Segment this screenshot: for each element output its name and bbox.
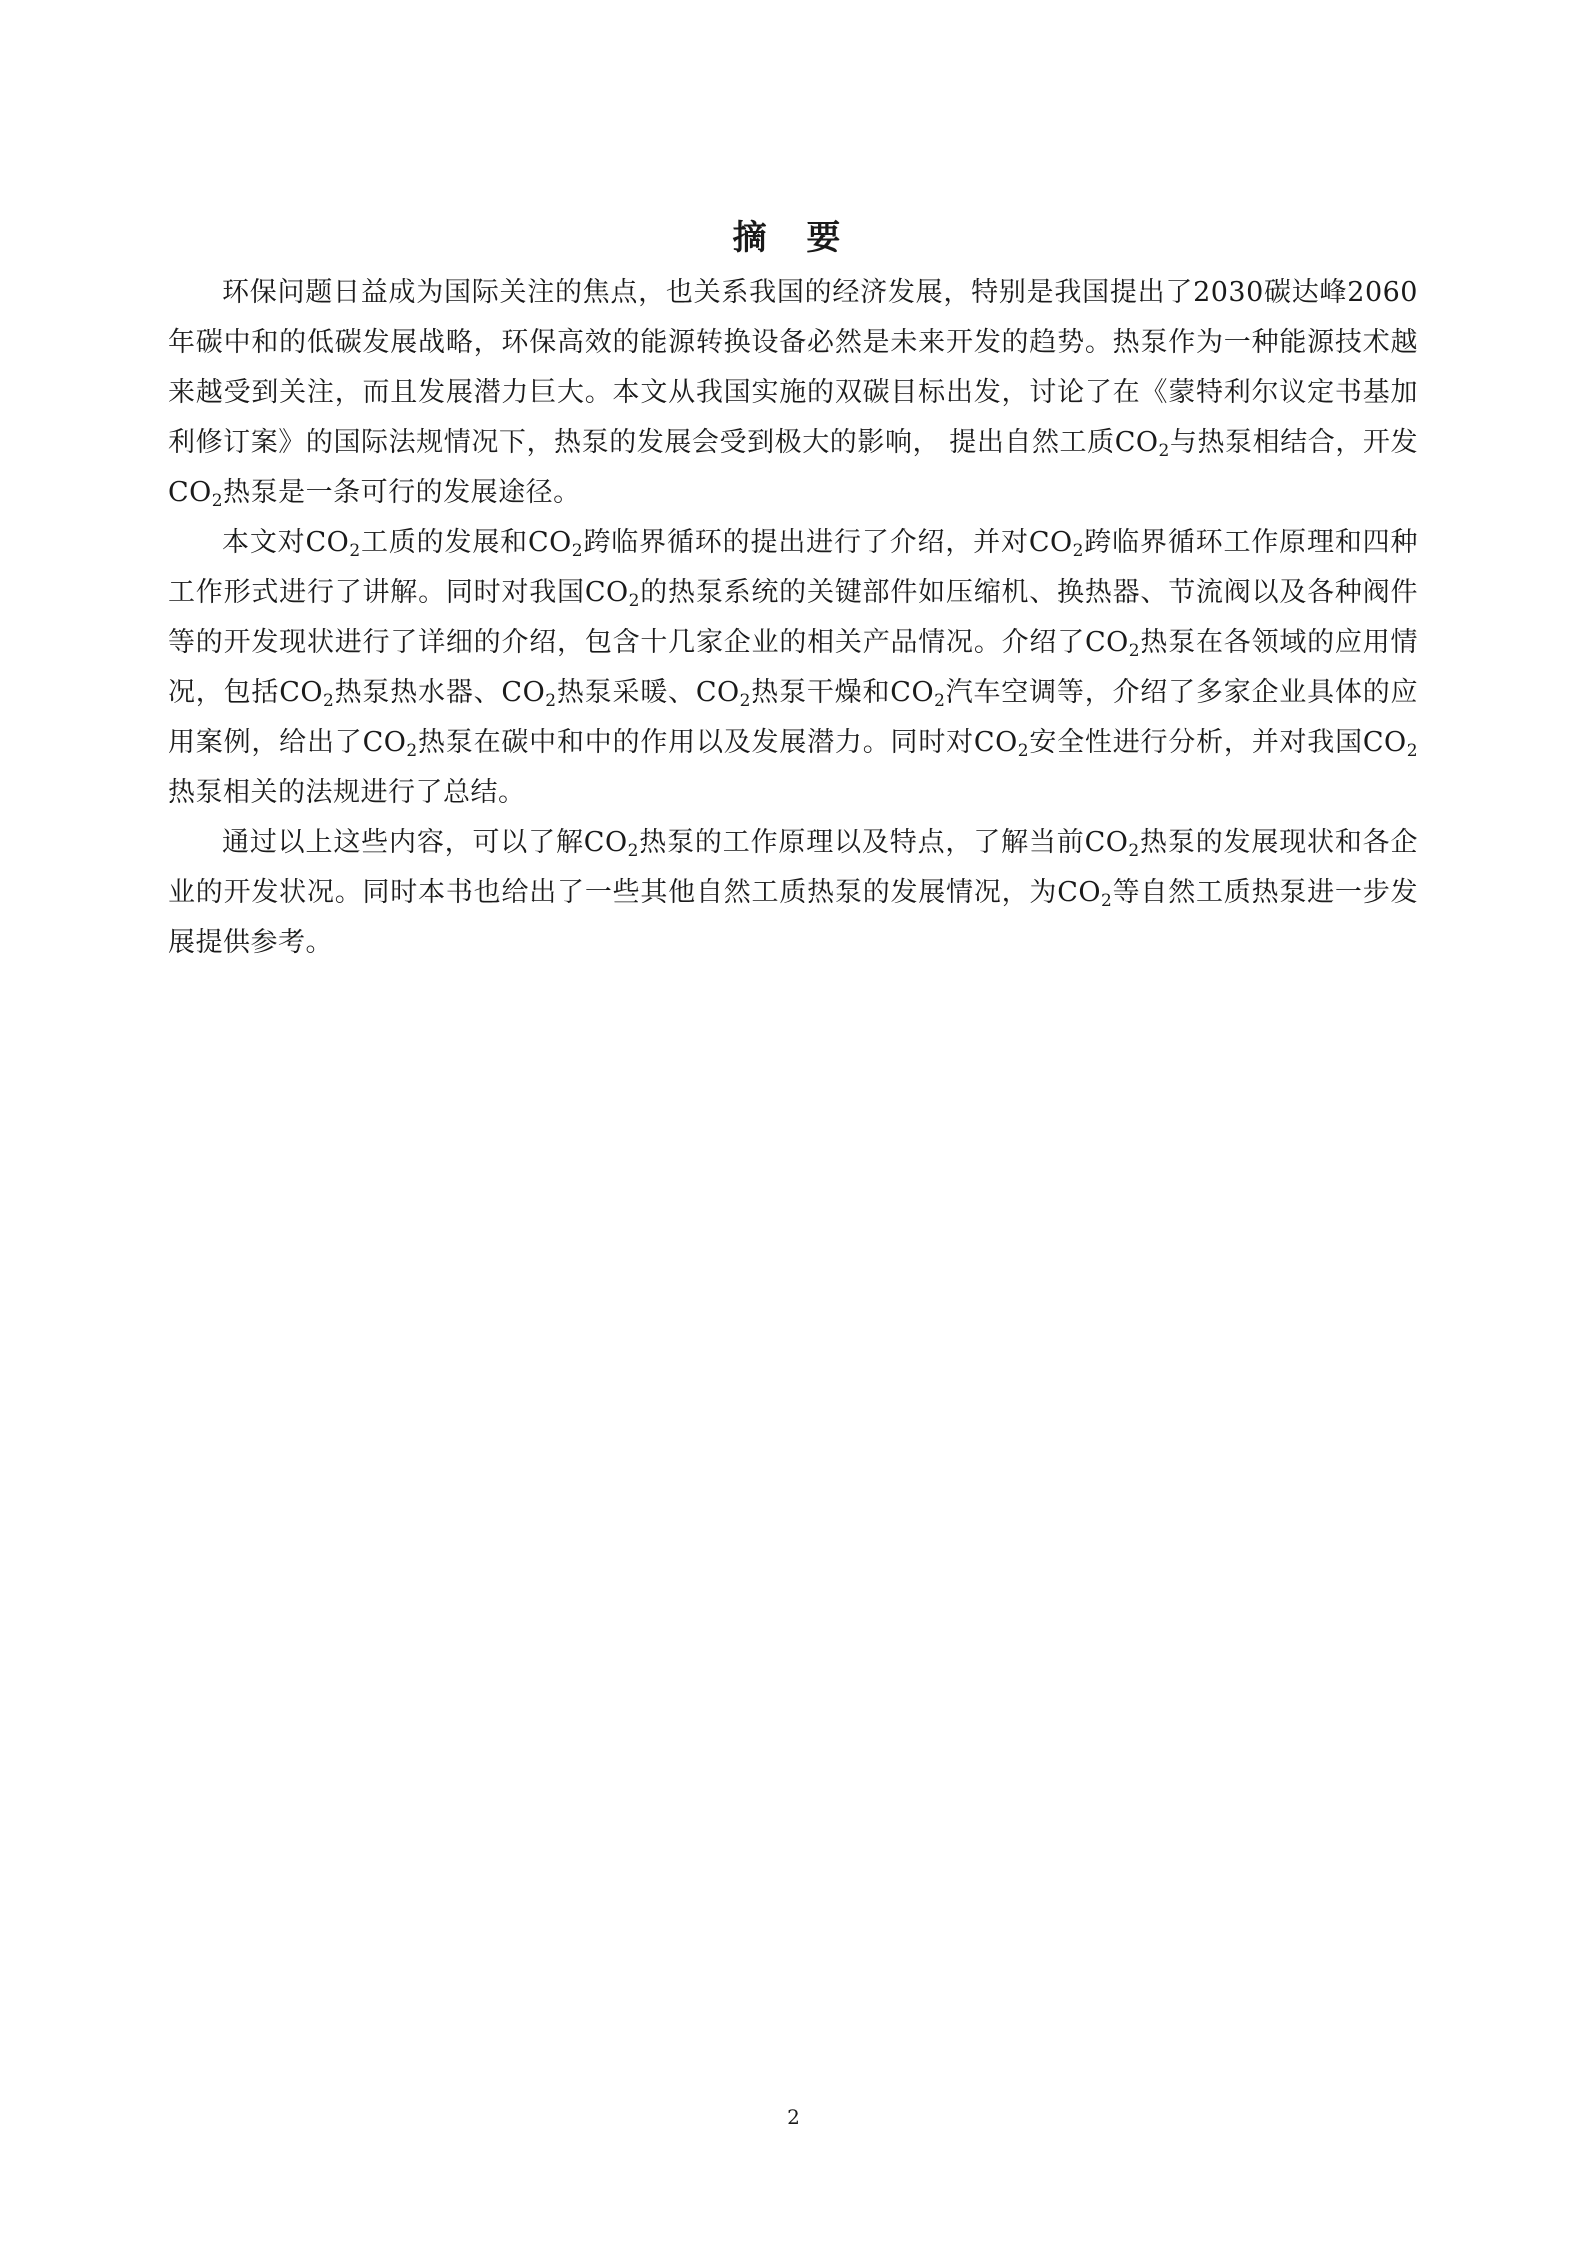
text-run: 的热泵系统的关键部件如压缩机、换热器、节流阀以及各种阀件等的开发现状进行了详细的介绍，包含十几家企业的相关产品情况。介绍了CO xyxy=(168,577,1419,658)
text-run: 与热泵相结合，开发CO xyxy=(168,427,1419,508)
subscript-run: 2 xyxy=(1406,741,1419,761)
subscript-run: 2 xyxy=(211,491,224,511)
text-run: 热泵相关的法规进行了总结。 xyxy=(168,777,526,808)
text-run: 热泵干燥和CO xyxy=(750,677,935,708)
subscript-run: 2 xyxy=(545,691,557,711)
subscript-run: 2 xyxy=(1128,641,1141,661)
abstract-body xyxy=(168,268,1418,968)
abstract-paragraph-1 xyxy=(168,268,1418,518)
abstract-paragraph-3 xyxy=(168,818,1418,968)
text-run: 跨临界循环工作原理和四种工作形式进行了讲解。同时对我国CO xyxy=(168,527,1419,608)
text-run: 环保问题日益成为国际关注的焦点，也关系我国的经济发展，特别是我国提出了2030碳达峰2060年碳中和的低碳发展战略，环保高效的能源转换设备必然是未来开发的趋势。热泵作为一种能源技术越来越受到关注，而且发展潜力巨大。本文从我国实施的双碳目标出发，讨论了在《蒙特利尔议定书基加利修订案》的国际法规情况下，热泵的发展会受到极大的影响， 提出自然工质CO xyxy=(168,277,1418,458)
subscript-run: 2 xyxy=(323,691,335,711)
text-run: 热泵是一条可行的发展途径。 xyxy=(223,477,581,508)
text-run: 等自然工质热泵进一步发展提供参考。 xyxy=(168,877,1419,958)
text-run: 热泵在各领域的应用情况，包括CO xyxy=(168,627,1419,708)
abstract-title: 摘 要 xyxy=(732,218,855,258)
text-run: 跨临界循环的提出进行了介绍，并对CO xyxy=(583,527,1073,558)
text-run: 热泵热水器、CO xyxy=(334,677,546,708)
text-run: 汽车空调等，介绍了多家企业具体的应用案例，给出了CO xyxy=(168,677,1419,758)
subscript-run: 2 xyxy=(571,541,584,561)
text-run: 热泵采暖、CO xyxy=(556,677,740,708)
page-number: 2 xyxy=(787,2105,800,2129)
subscript-run: 2 xyxy=(1158,441,1170,461)
subscript-run: 2 xyxy=(1017,741,1030,761)
subscript-run: 2 xyxy=(627,841,639,861)
abstract-paragraph-2 xyxy=(168,518,1418,818)
subscript-run: 2 xyxy=(1128,841,1140,861)
subscript-run: 2 xyxy=(628,591,640,611)
text-run: 本文对CO xyxy=(222,527,350,558)
text-run: 热泵在碳中和中的作用以及发展潜力。同时对CO xyxy=(417,727,1018,758)
subscript-run: 2 xyxy=(349,541,361,561)
subscript-run: 2 xyxy=(739,691,751,711)
subscript-run: 2 xyxy=(406,741,418,761)
text-run: 工质的发展和CO xyxy=(360,527,572,558)
subscript-run: 2 xyxy=(1101,891,1113,911)
text-run: 热泵的工作原理以及特点，了解当前CO xyxy=(638,827,1129,858)
text-run: 安全性进行分析，并对我国CO xyxy=(1029,727,1407,758)
subscript-run: 2 xyxy=(934,691,946,711)
text-run: 通过以上这些内容，可以了解CO xyxy=(222,827,628,858)
text-run: 热泵的发展现状和各企业的开发状况。同时本书也给出了一些其他自然工质热泵的发展情况，为CO xyxy=(168,827,1419,908)
subscript-run: 2 xyxy=(1072,541,1084,561)
